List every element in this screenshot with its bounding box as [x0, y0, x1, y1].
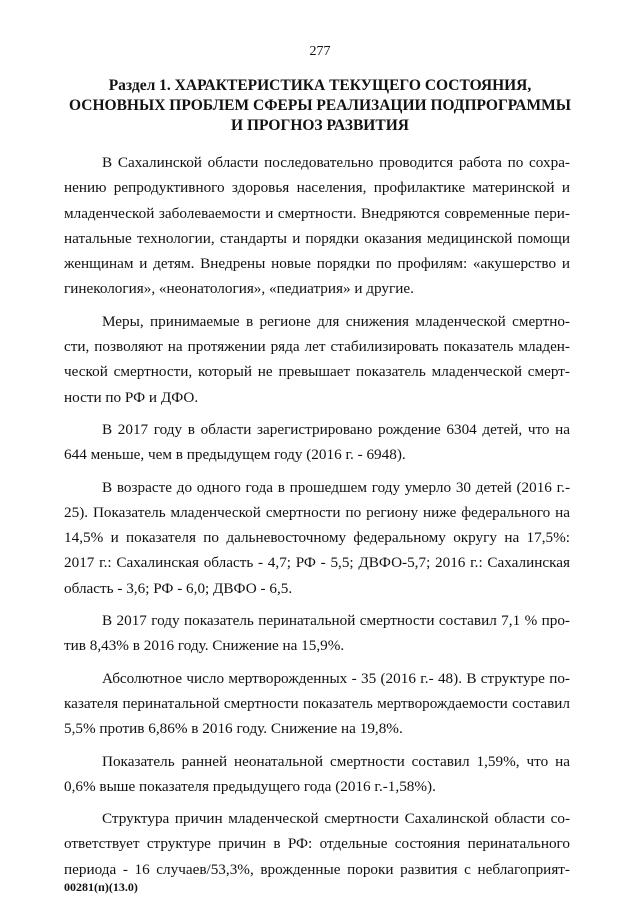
paragraph-line: В возрасте до одного года в прошедшем году умерло 30 детей (2016 г.- [102, 478, 570, 496]
paragraph-line: женщинам и детям. Внедрены новые порядки по профилям: «акушерство и [64, 255, 570, 273]
paragraph-line: область - 3,6; РФ - 6,0; ДВФО - 6,5. [64, 579, 293, 597]
paragraph-line: сти, позволяют на протяжении ряда лет стабилизировать показатель младен- [64, 338, 570, 356]
paragraph [64, 749, 570, 800]
heading-line: И ПРОГНОЗ РАЗВИТИЯ [231, 117, 409, 134]
heading-line: ОСНОВНЫХ ПРОБЛЕМ СФЕРЫ РЕАЛИЗАЦИИ ПОДПРОГРАММЫ [69, 97, 571, 114]
paragraph-line: 0,6% выше показателя предыдущего года (2016 г.-1,58%). [64, 777, 436, 795]
paragraph [64, 475, 570, 601]
paragraph-line: Структура причин младенческой смертности Сахалинской области со- [102, 810, 570, 828]
paragraph [64, 309, 570, 410]
paragraph-line: Меры, принимаемые в регионе для снижения младенческой смертно- [102, 312, 570, 330]
paragraph-line: периода - 16 случаев/53,3%, врожденные пороки развития с неблагоприят- [64, 860, 570, 878]
paragraph-line: 644 меньше, чем в предыдущем году (2016 г. - 6948). [64, 446, 406, 464]
paragraph [64, 417, 570, 468]
page-number: 277 [309, 44, 331, 59]
document-code: 00281(п)(13.0) [64, 880, 138, 894]
paragraph-line: В 2017 году показатель перинатальной смертности составил 7,1 % про- [102, 612, 570, 630]
paragraph-line: В Сахалинской области последовательно проводится работа по сохра- [102, 154, 570, 171]
paragraph [64, 608, 570, 659]
paragraph-line: младенческой заболеваемости и смертности. Внедряются современные пери- [64, 204, 570, 222]
paragraph-line: казателя перинатальной смертности показатель мертворождаемости составил [64, 694, 570, 712]
paragraph-line: Показатель ранней неонатальной смертности составил 1,59%, что на [102, 752, 570, 770]
paragraph-line: 5,5% против 6,86% в 2016 году. Снижение на 19,8%. [64, 720, 403, 738]
paragraph-line: натальные технологии, стандарты и порядки оказания медицинской помощи [64, 229, 570, 247]
paragraph-line: тив 8,43% в 2016 году. Снижение на 15,9%. [64, 637, 345, 655]
paragraph-line: 14,5% и показателя по дальневосточному федеральному округу на 17,5%: [64, 529, 570, 547]
paragraph-line: 25). Показатель младенческой смертности по региону ниже федерального на [64, 503, 570, 521]
heading-line: Раздел 1. ХАРАКТЕРИСТИКА ТЕКУЩЕГО СОСТОЯНИЯ, [108, 77, 532, 94]
paragraph-line: Абсолютное число мертворожденных - 35 (2016 г.- 48). В структуре по- [102, 669, 570, 687]
paragraph-line: гинекология», «неонатология», «педиатрия» и другие. [64, 280, 414, 298]
paragraph [64, 806, 570, 882]
paragraph-line: ческой смертности, который не превышает показатель младенческой смерт- [64, 363, 570, 381]
paragraph [64, 150, 570, 302]
paragraph-line: В 2017 году в области зарегистрировано рождение 6304 детей, что на [102, 420, 570, 438]
paragraph-line: ности по РФ и ДФО. [64, 388, 199, 406]
paragraph [64, 666, 570, 742]
paragraph-line: ответствует структуре причин в РФ: отдельные состояния перинатального [64, 835, 570, 853]
body-text [64, 150, 570, 889]
section-heading [60, 76, 580, 136]
paragraph-line: нению репродуктивного здоровья населения, профилактике материнской и [64, 179, 570, 197]
paragraph-line: 2017 г.: Сахалинская область - 4,7; РФ - 5,5; ДВФО-5,7; 2016 г.: Сахалинская [64, 554, 570, 572]
